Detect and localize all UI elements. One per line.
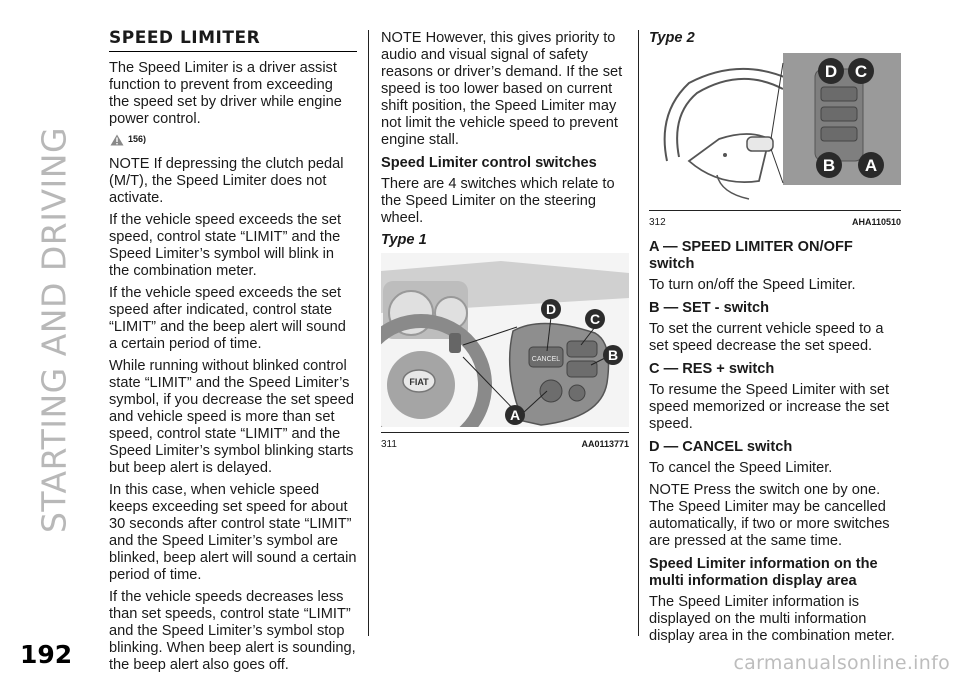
warning-ref-number: 156) <box>128 134 147 144</box>
switch-c-title: C — RES + switch <box>649 361 775 377</box>
note-paragraph: NOTE Press the switch one by one. The Speed Limiter may be cancelled automatically, if two or more switches are pressed at the same time. <box>649 482 890 549</box>
column-3 <box>649 30 901 650</box>
callout-d: D <box>545 301 557 317</box>
page-number: 192 <box>20 640 73 669</box>
figure-caption <box>649 211 901 231</box>
steering-wheel-type1-illustration <box>381 253 629 427</box>
callout-a: A <box>509 407 521 423</box>
paragraph: If the vehicle speed exceeds the set speed after indicated, control state “LIMIT” and the beep alert will sound a certain period of time. <box>109 285 346 352</box>
switch-d-text: To cancel the Speed Limiter. <box>649 460 833 476</box>
figure-312 <box>649 53 901 211</box>
switch-c-text: To resume the Speed Limiter with set speed memorized or increase the set speed. <box>649 382 890 432</box>
intro-paragraph: The Speed Limiter is a driver assist function to prevent from exceeding the speed set by driver while engine power control. <box>109 60 342 127</box>
watermark: carmanualsonline.info <box>733 652 950 674</box>
column-1 <box>109 30 357 678</box>
callout-b: B <box>607 347 619 363</box>
paragraph: NOTE If depressing the clutch pedal (M/T), the Speed Limiter does not activate. <box>109 156 344 206</box>
column-2 <box>381 30 629 461</box>
subsection-heading: Speed Limiter control switches <box>381 155 597 171</box>
callout-a: A <box>864 156 878 175</box>
callout-d: D <box>824 62 838 81</box>
warning-reference[interactable] <box>110 131 357 148</box>
callout-c: C <box>854 62 868 81</box>
paragraph: If the vehicle speed exceeds the set speed, control state “LIMIT” and the Speed Limiter’s symbol will blink in the combination meter. <box>109 212 342 279</box>
type-label: Type 2 <box>649 30 695 46</box>
column-divider <box>638 30 639 636</box>
steering-wheel-type2-illustration <box>649 53 901 205</box>
switch-b-text: To set the current vehicle speed to a set speed decrease the set speed. <box>649 321 884 354</box>
callout-b: B <box>822 156 836 175</box>
figure-number: 312 <box>649 217 666 228</box>
paragraph: In this case, when vehicle speed keeps exceeding set speed for about 30 seconds after control state “LIMIT” and the Speed Limiter’s symbol are blinked, beep alert will sound a certain period of time. <box>109 482 357 583</box>
figure-caption <box>381 433 629 453</box>
paragraph: There are 4 switches which relate to the Speed Limiter on the steering wheel. <box>381 176 615 226</box>
subsection-heading: Speed Limiter information on the multi information display area <box>649 556 878 589</box>
switch-a-text: To turn on/off the Speed Limiter. <box>649 277 856 293</box>
warning-icon <box>110 134 124 146</box>
paragraph: While running without blinked control state “LIMIT” and the Speed Limiter’s symbol, if you decrease the set speed and vehicle speed is more than set speed, control state “LIMIT” and the Speed Limiter’s symbol blinking starts but beep alert is delayed. <box>109 358 354 476</box>
figure-code: AHA110510 <box>851 217 901 227</box>
switch-d-title: D — CANCEL switch <box>649 439 793 455</box>
cancel-switch-text: CANCEL <box>531 356 561 363</box>
paragraph: If the vehicle speeds decreases less than set speeds, control state “LIMIT” and the Speed Limiter’s symbol stop blinking. When beep alert is sounding, the beep alert also goes off. <box>109 589 356 673</box>
section-title: SPEED LIMITER <box>109 30 357 52</box>
figure-code: AA0113771 <box>581 439 629 449</box>
switch-b-title: B — SET - switch <box>649 300 770 316</box>
column-divider <box>368 30 369 636</box>
brand-emblem-text: FIAT <box>409 377 429 387</box>
paragraph: NOTE However, this gives priority to audio and visual signal of safety reasons or driver’s demand. If the set speed is too lower based on current shift position, the Speed Limiter may not limit the vehicle speed to prevent engine stall. <box>381 30 623 148</box>
type-label: Type 1 <box>381 232 427 248</box>
figure-311 <box>381 253 629 433</box>
switch-a-title: A — SPEED LIMITER ON/OFF switch <box>649 239 853 272</box>
info-paragraph: The Speed Limiter information is displayed on the multi information display area in the combination meter. <box>649 594 895 644</box>
section-sidebar-title: STARTING AND DRIVING <box>34 126 74 534</box>
figure-number: 311 <box>381 439 397 450</box>
callout-c: C <box>589 311 601 327</box>
